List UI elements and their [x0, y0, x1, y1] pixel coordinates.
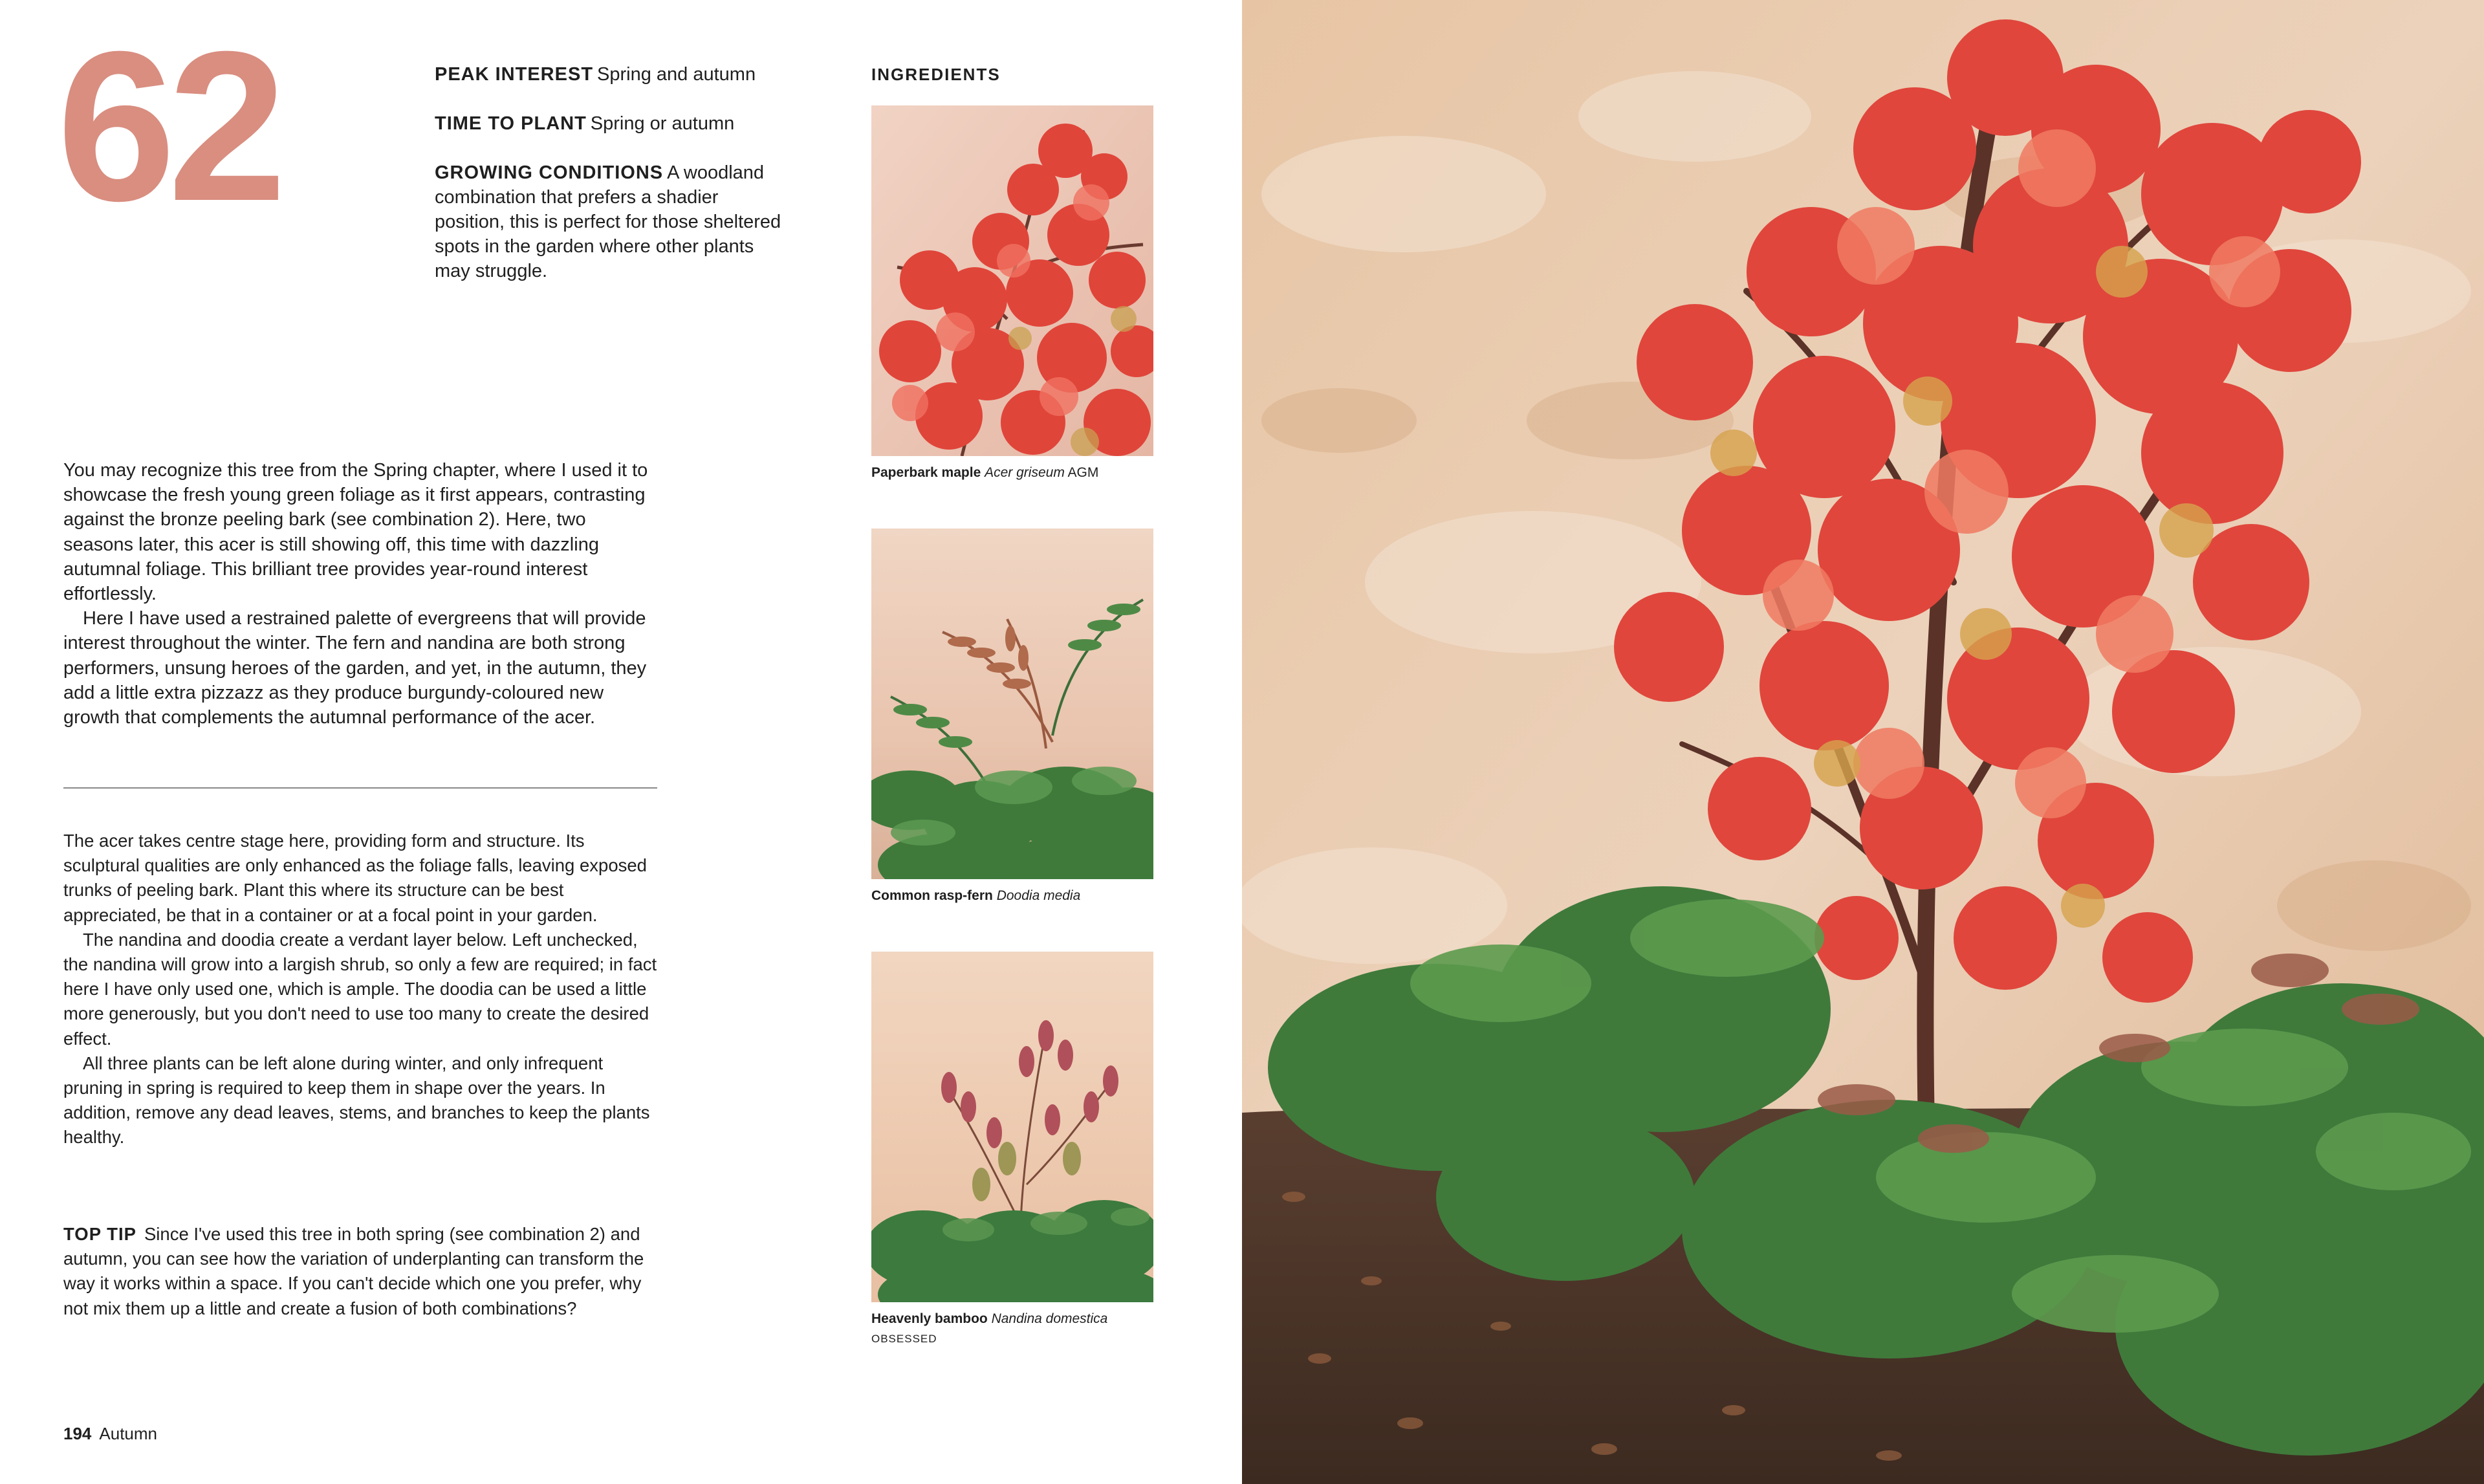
page-number: 194 — [63, 1424, 92, 1443]
ingredient-caption — [871, 1309, 1169, 1349]
common-rasp-fern-photo — [871, 529, 1153, 879]
spec-label: GROWING CONDITIONS — [435, 162, 664, 183]
care-paragraph: The nandina and doodia create a verdant layer below. Left unchecked, the nandina will grow into a largish shrub, so only a few are required; in fact here I have only used one, which is ample. The doodia can be used a little more generously, but you don't need to use too many to create the desired effect. — [63, 929, 657, 1049]
ingredient-latin-name: Doodia media — [996, 888, 1081, 903]
care-paragraph: All three plants can be left alone during winter, and only infrequent pruning in spring is required to keep them in shape over the years. In addition, remove any dead leaves, stems, and branches to keep the plants healthy. — [63, 1053, 650, 1148]
section-name: Autumn — [99, 1424, 157, 1443]
spec-value: Spring or autumn — [590, 113, 735, 134]
care-text — [63, 829, 659, 1150]
combination-number: 62 — [57, 6, 279, 245]
spec-label: PEAK INTEREST — [435, 64, 594, 85]
spec-peak-interest — [435, 62, 784, 87]
ingredient-award: OBSESSED — [871, 1333, 937, 1345]
ingredient-common-name: Common rasp-fern — [871, 888, 993, 903]
page-footer — [63, 1423, 157, 1445]
spec-label: TIME TO PLANT — [435, 113, 587, 134]
ingredient-common-name: Heavenly bamboo — [871, 1311, 988, 1326]
top-tip — [63, 1222, 659, 1321]
paperbark-maple-photo — [871, 105, 1153, 456]
ingredient-latin-name: Nandina domestica — [991, 1311, 1108, 1326]
heavenly-bamboo-photo — [871, 952, 1153, 1302]
ingredient-latin-name: Acer griseum — [985, 465, 1065, 480]
care-paragraph: The acer takes centre stage here, providing form and structure. Its sculptural qualities are only enhanced as the foliage falls, leaving exposed trunks of peeling bark. Plant this where its structure can be best appreciated, be that in a container or at a focal point in your garden. — [63, 831, 647, 925]
ingredient-caption — [871, 886, 1169, 906]
section-divider — [63, 787, 657, 789]
ingredient-common-name: Paperbark maple — [871, 465, 981, 480]
intro-paragraph: You may recognize this tree from the Spring chapter, where I used it to showcase the fresh young green foliage as it first appears, contrasting against the bronze peeling bark (see combination 2). Here, two seasons later, this acer is still showing off, this time with dazzling autumnal foliage. This brilliant tree provides year-round interest effortlessly. — [63, 460, 648, 605]
spec-growing-conditions — [435, 160, 784, 283]
ingredient-caption — [871, 463, 1169, 483]
hero-photo — [1242, 0, 2484, 1484]
specs-list — [435, 62, 784, 308]
intro-text — [63, 458, 659, 730]
ingredient-award: AGM — [1067, 465, 1099, 480]
spec-time-to-plant — [435, 111, 784, 136]
ingredients-heading: INGREDIENTS — [871, 65, 1001, 84]
spec-value: Spring and autumn — [597, 64, 756, 85]
intro-paragraph: Here I have used a restrained palette of evergreens that will provide interest throughout the winter. The fern and nandina are both strong performers, unsung heroes of the garden, and yet, in the autumn, they add a little extra pizzazz as they produce burgundy-coloured new growth that complements the autumnal performance of the acer. — [63, 608, 647, 728]
spec-value: A woodland combination that prefers a shadier position, this is perfect for those sheltered spots in the garden where other plants may struggle. — [435, 162, 781, 281]
top-tip-label: TOP TIP — [63, 1224, 136, 1244]
acer-combination-photo — [1242, 0, 2484, 1484]
top-tip-text: Since I've used this tree in both spring (see combination 2) and autumn, you can see how the variation of underplanting can transform the way it works within a space. If you can't decide which one you prefer, why not mix them up a little and create a fusion of both combinations? — [63, 1224, 644, 1318]
